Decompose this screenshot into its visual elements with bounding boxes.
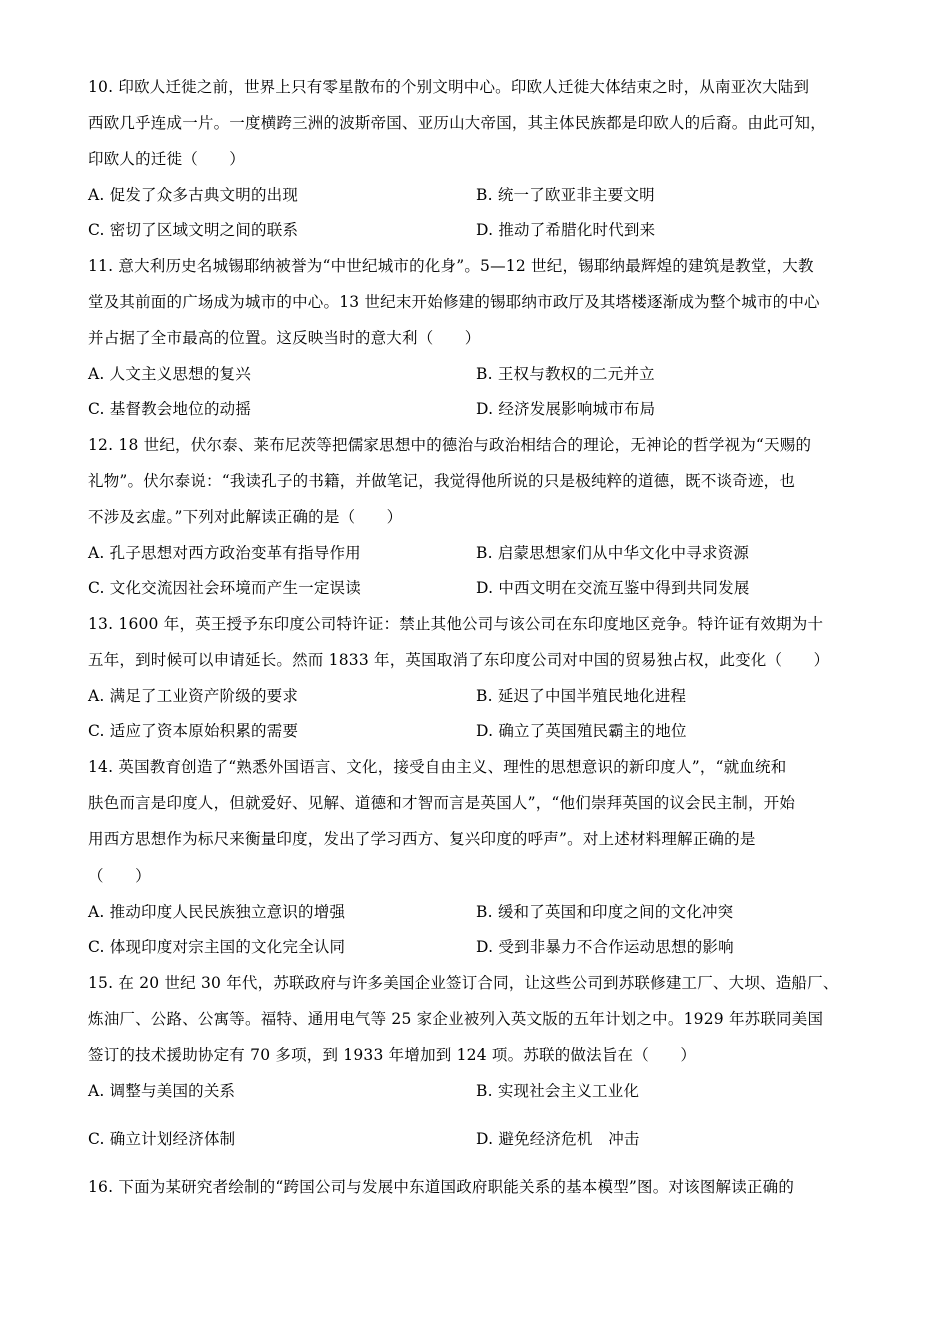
option-d[interactable]: D. 中西文明在交流互鉴中得到共同发展 bbox=[476, 579, 750, 597]
option-d[interactable]: D. 经济发展影响城市布局 bbox=[476, 400, 656, 418]
option-c[interactable]: C. 确立计划经济体制 bbox=[88, 1130, 236, 1148]
option-b[interactable]: B. 延迟了中国半殖民地化进程 bbox=[476, 687, 687, 705]
option-a[interactable]: A. 人文主义思想的复兴 bbox=[88, 365, 251, 383]
question-stem-line: （ ） bbox=[88, 867, 151, 885]
question-stem-line: 炼油厂、公路、公寓等。福特、通用电气等 25 家企业被列入英文版的五年计划之中。1929 年苏联同美国 bbox=[88, 1010, 824, 1028]
question-stem-line: 11. 意大利历史名城锡耶纳被誉为“中世纪城市的化身”。5—12 世纪，锡耶纳最辉煌的建筑是教堂，大教 bbox=[88, 257, 814, 275]
question-stem-line: 不涉及玄虚。”下列对此解读正确的是（ ） bbox=[88, 508, 403, 526]
question-stem-line: 堂及其前面的广场成为城市的中心。13 世纪末开始修建的锡耶纳市政厅及其塔楼逐渐成为整个城市的中心 bbox=[88, 293, 820, 311]
question-stem-line: 13. 1600 年，英王授予东印度公司特许证：禁止其他公司与该公司在东印度地区竞争。特许证有效期为十 bbox=[88, 615, 824, 633]
question-stem-line: 10. 印欧人迁徙之前，世界上只有零星散布的个别文明中心。印欧人迁徙大体结束之时，从南亚次大陆到 bbox=[88, 78, 810, 96]
option-b[interactable]: B. 启蒙思想家们从中华文化中寻求资源 bbox=[476, 544, 750, 562]
question-stem-line: 印欧人的迁徙（ ） bbox=[88, 150, 246, 168]
question-stem-line: 签订的技术援助协定有 70 多项，到 1933 年增加到 124 项。苏联的做法旨在（ ） bbox=[88, 1046, 697, 1064]
option-b[interactable]: B. 缓和了英国和印度之间的文化冲突 bbox=[476, 903, 734, 921]
question-stem-line: 16. 下面为某研究者绘制的“跨国公司与发展中东道国政府职能关系的基本模型”图。对该图解读正确的 bbox=[88, 1178, 795, 1196]
question-stem-line: 五年，到时候可以申请延长。然而 1833 年，英国取消了东印度公司对中国的贸易独占权，此变化（ ） bbox=[88, 651, 830, 669]
option-d[interactable]: D. 确立了英国殖民霸主的地位 bbox=[476, 722, 687, 740]
option-c[interactable]: C. 文化交流因社会环境而产生一定误读 bbox=[88, 579, 361, 597]
option-c[interactable]: C. 基督教会地位的动摇 bbox=[88, 400, 252, 418]
question-stem-line: 15. 在 20 世纪 30 年代，苏联政府与许多美国企业签订合同，让这些公司到苏联修建工厂、大坝、造船厂、 bbox=[88, 974, 839, 992]
option-c[interactable]: C. 密切了区域文明之间的联系 bbox=[88, 221, 299, 239]
question-stem-line: 西欧几乎连成一片。一度横跨三洲的波斯帝国、亚历山大帝国，其主体民族都是印欧人的后裔。由此可知， bbox=[88, 114, 826, 132]
question-stem-line: 礼物”。伏尔泰说：“我读孔子的书籍，并做笔记，我觉得他所说的只是极纯粹的道德，既不谈奇迹，也 bbox=[88, 472, 796, 490]
question-stem-line: 14. 英国教育创造了“熟悉外国语言、文化，接受自由主义、理性的思想意识的新印度人”，“就血统和 bbox=[88, 758, 787, 776]
question-stem-line: 并占据了全市最高的位置。这反映当时的意大利（ ） bbox=[88, 329, 481, 347]
option-c[interactable]: C. 体现印度对宗主国的文化完全认同 bbox=[88, 938, 346, 956]
option-b[interactable]: B. 王权与教权的二元并立 bbox=[476, 365, 655, 383]
option-a[interactable]: A. 促发了众多古典文明的出现 bbox=[88, 186, 299, 204]
option-c[interactable]: C. 适应了资本原始积累的需要 bbox=[88, 722, 299, 740]
option-d[interactable]: D. 推动了希腊化时代到来 bbox=[476, 221, 656, 239]
question-stem-line: 12. 18 世纪，伏尔泰、莱布尼茨等把儒家思想中的德治与政治相结合的理论，无神论的哲学视为“天赐的 bbox=[88, 436, 812, 454]
option-d[interactable]: D. 避免经济危机 冲击 bbox=[476, 1130, 640, 1148]
question-stem-line: 用西方思想作为标尺来衡量印度，发出了学习西方、复兴印度的呼声”。对上述材料理解正确的是 bbox=[88, 830, 756, 848]
option-a[interactable]: A. 推动印度人民民族独立意识的增强 bbox=[88, 903, 346, 921]
option-a[interactable]: A. 调整与美国的关系 bbox=[88, 1082, 236, 1100]
option-a[interactable]: A. 孔子思想对西方政治变革有指导作用 bbox=[88, 544, 361, 562]
option-a[interactable]: A. 满足了工业资产阶级的要求 bbox=[88, 687, 299, 705]
question-stem-line: 肤色而言是印度人，但就爱好、见解、道德和才智而言是英国人”，“他们崇拜英国的议会民主制，开始 bbox=[88, 794, 796, 812]
option-b[interactable]: B. 统一了欧亚非主要文明 bbox=[476, 186, 655, 204]
option-b[interactable]: B. 实现社会主义工业化 bbox=[476, 1082, 640, 1100]
option-d[interactable]: D. 受到非暴力不合作运动思想的影响 bbox=[476, 938, 734, 956]
